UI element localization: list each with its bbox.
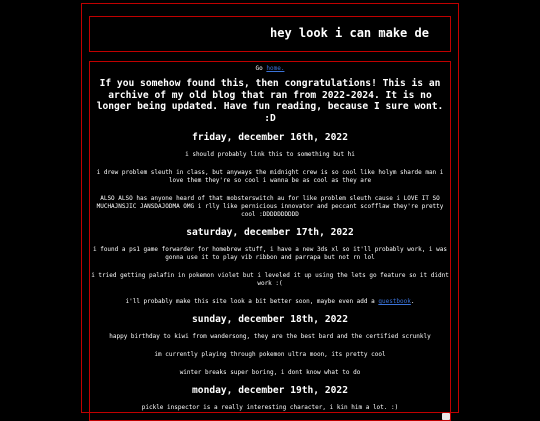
post-text: i tried getting palafin in pokemon violet but i leveled it up using the lets go feature so it didnt work :(: [91, 272, 449, 287]
post-text: i drew problem sleuth in class, but anyways the midnight crew is so cool like holym sharde man i love them they're so cool i wanna be as cool as they are: [96, 169, 444, 184]
entry-dec-19: [91, 385, 449, 412]
scroll-button[interactable]: [442, 413, 450, 420]
post-text: happy birthday to kiwi from wandersong, they are the best bard and the certified scrunkly: [109, 333, 431, 340]
post-text: winter breaks super boring, i dont know what to do: [179, 369, 361, 376]
home-nav-prefix: Go: [255, 65, 267, 72]
post-text: im currently playing through pokemon ultra moon, its pretty cool: [154, 351, 386, 358]
entry-date: friday, december 16th, 2022: [192, 132, 348, 143]
post-text: i should probably link this to something but hi: [185, 151, 355, 158]
entry-dec-16: [91, 132, 449, 219]
blog-content[interactable]: [89, 61, 451, 421]
post-text: i'll probably make this site look a bit better soon, maybe even add a: [125, 298, 379, 305]
post-text: i found a ps1 game forwarder for homebrew stuff, i have a new 3ds xl so it'll probably work, i was gonna use it to play vib ribbon and parrapa but not rn lol: [92, 246, 447, 261]
archive-notice: If you somehow found this, then congratulations! This is an archive of my old blog that ran from 2022-2024. It is no longer being updated. Have fun reading, because I sure wont. :D: [96, 78, 444, 124]
entry-date: monday, december 19th, 2022: [192, 385, 348, 396]
post-with-link: [91, 298, 449, 306]
site-header: [89, 16, 451, 52]
entry-dec-18: [91, 314, 449, 377]
post-text: pickle inspector is a really interesting character, i kin him a lot. :): [141, 404, 399, 411]
guestbook-link[interactable]: guestbook: [378, 298, 411, 305]
post-text: ALSO ALSO has anyone heard of that mobsterswitch au for like problem sleuth cause i LOVE IT SO MUCHAJNSJIC JANSDAJODMA OMG i rlly like pernicious innovator and peccant scofflaw they're pretty cool :DDDDDDDDDD: [96, 195, 444, 218]
home-link[interactable]: home.: [266, 65, 285, 72]
site-title: hey look i can make de: [270, 26, 429, 40]
entry-date: sunday, december 18th, 2022: [192, 314, 348, 325]
home-nav: [91, 65, 449, 73]
post-text-end: .: [410, 298, 415, 305]
entry-date: saturday, december 17th, 2022: [186, 227, 354, 238]
entry-dec-17: [91, 227, 449, 306]
